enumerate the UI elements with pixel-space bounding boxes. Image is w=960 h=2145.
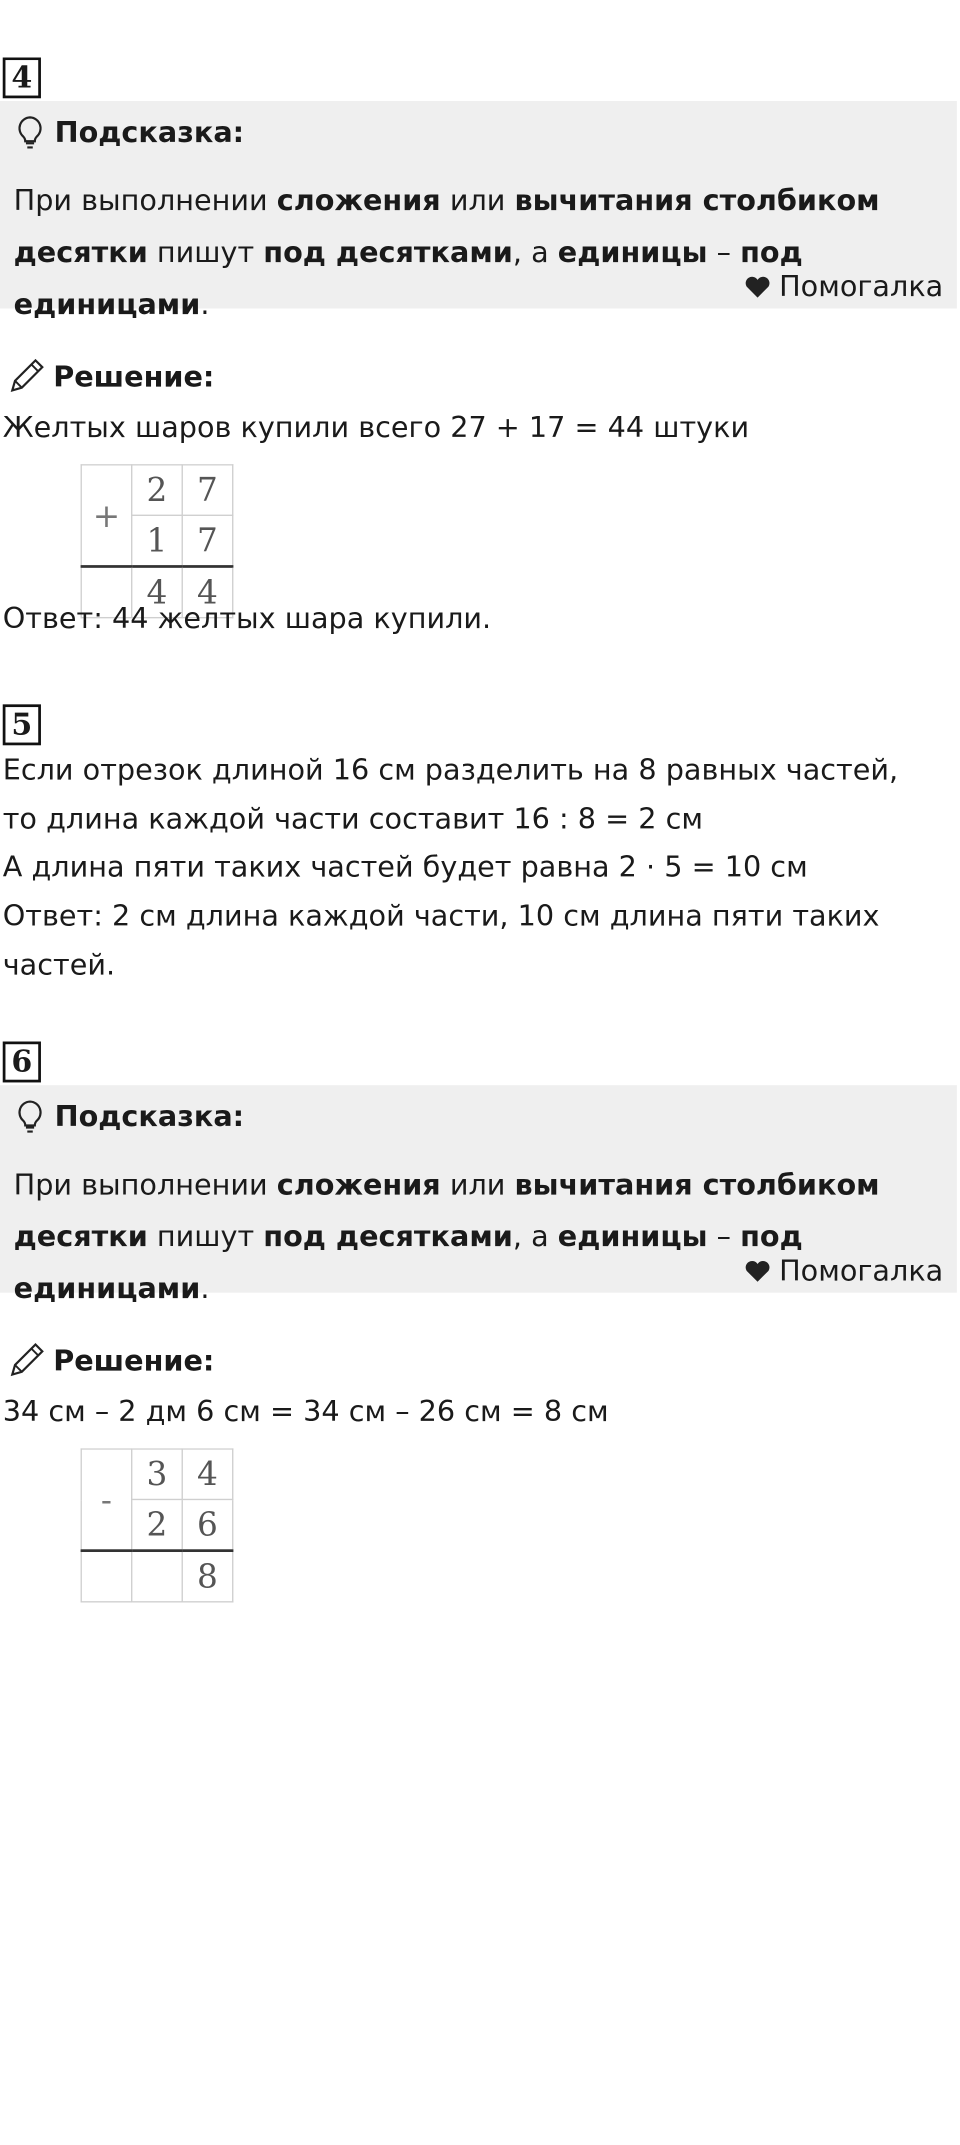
hint-header (14, 1097, 244, 1135)
operator: + (81, 465, 132, 567)
text-line: А длина пяти таких частей будет равна 2 · 5 = 10 см (2, 850, 808, 884)
text-line: то длина каждой части составит 16 : 8 = 2 см (2, 802, 703, 836)
answer-line: Ответ: 44 желтых шара купили. (2, 601, 492, 635)
solution-header-6: Решение: (7, 1342, 215, 1380)
hint-title: Подсказка: (54, 1100, 245, 1133)
pencil-icon (7, 1342, 48, 1380)
operator: - (81, 1449, 132, 1551)
text-line: Ответ: 2 см длина каждой части, 10 см длина пяти таких (2, 899, 880, 933)
credit-link[interactable]: Помогалка (744, 268, 944, 306)
column-addition: + 2 7 1 7 4 4 (81, 464, 234, 618)
task-number-6: 6 (3, 1041, 41, 1082)
heart-icon (744, 1259, 771, 1284)
text-line: Если отрезок длиной 16 см разделить на 8 равных частей, (2, 753, 899, 787)
hint-box-6 (0, 1085, 957, 1305)
credit-link[interactable]: Помогалка (744, 1252, 944, 1290)
hint-header (14, 113, 244, 151)
solution-line: Желтых шаров купили всего 27 + 17 = 44 штуки (2, 410, 750, 444)
task-number-5: 5 (3, 704, 41, 745)
heart-icon (744, 274, 771, 299)
lightbulb-icon (14, 115, 47, 150)
solution-line: 34 см – 2 дм 6 см = 34 см – 26 см = 8 см (2, 1395, 609, 1428)
hint-box-4 (0, 101, 957, 321)
hint-text: При выполнении сложения или вычитания столбиком десятки пишут под десятками, а единицы – под единицами. (13, 1168, 880, 1305)
hint-title: Подсказка: (54, 116, 245, 149)
solution-header-4: Решение: (7, 358, 215, 396)
hint-text: При выполнении сложения или вычитания столбиком десятки пишут под десятками, а единицы – под единицами. (13, 184, 880, 321)
column-subtraction: - 3 4 2 6 8 (81, 1448, 234, 1602)
task-number-4: 4 (3, 57, 41, 98)
lightbulb-icon (14, 1099, 47, 1134)
pencil-icon (7, 358, 48, 396)
text-line: частей. (2, 948, 116, 982)
